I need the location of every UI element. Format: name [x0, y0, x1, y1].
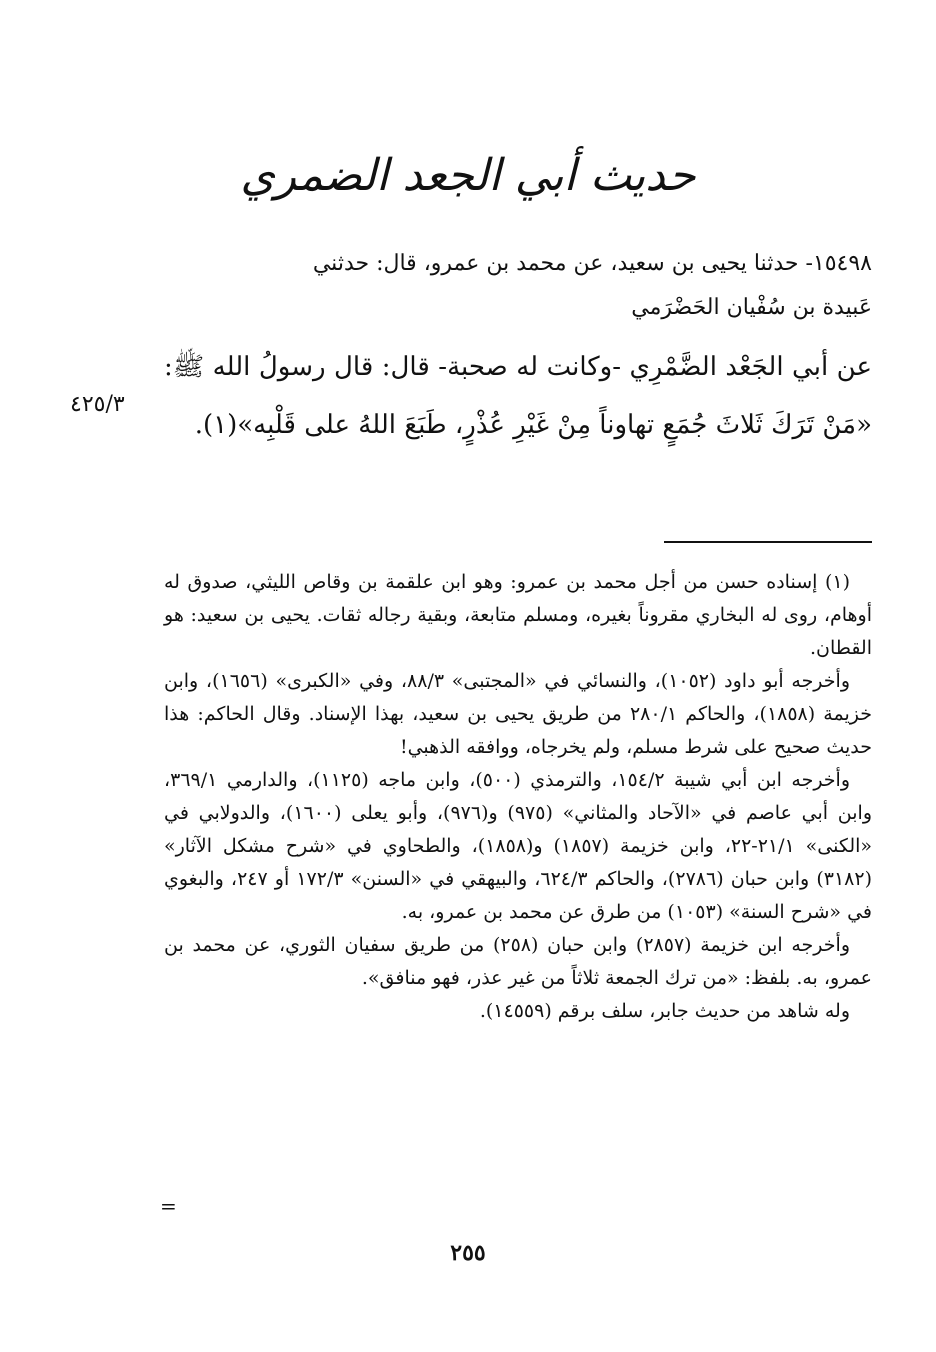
footnote-paragraph: وأخرجه أبو داود (١٠٥٢)، والنسائي في «المجتبى» ٨٨/٣، وفي «الكبرى» (١٦٥٦)، وابن خزيمة (١٨٥٨)، والحاكم ٢٨٠/١ من طريق يحيى بن سعيد، بهذا الإسناد. وقال الحاكم: هذا حديث صحيح على شرط مسلم، ولم يخرجاه، ووافقه الذهبي!	[164, 670, 872, 758]
continuation-mark: =	[160, 1194, 177, 1218]
hadith-chain-line-1: ١٥٤٩٨- حدثنا يحيى بن سعيد، عن محمد بن عمرو، قال: حدثني	[312, 251, 872, 276]
footnote-paragraph: (١) إسناده حسن من أجل محمد بن عمرو: وهو ابن علقمة بن وقاص الليثي، صدوق له أوهام، روى له البخاري مقروناً بغيره، ومسلم متابعة، وبقية رجاله ثقات. يحيى بن سعيد: هو القطان.	[164, 571, 872, 659]
footnote-paragraph: وأخرجه ابن أبي شيبة ١٥٤/٢، والترمذي (٥٠٠)، وابن ماجه (١١٢٥)، والدارمي ٣٦٩/١، وابن أبي عاصم في «الآحاد والمثاني» (٩٧٥) و(٩٧٦)، وأبو يعلى (١٦٠٠)، والدولابي في «الكنى» ٢١/١-٢٢، وابن خزيمة (١٨٥٧) و(١٨٥٨)، والطحاوي في «شرح مشكل الآثار» (٣١٨٢) وابن حبان (٢٧٨٦)، والحاكم ٦٢٤/٣، والبيهقي في «السنن» ١٧٢/٣ أو ٢٤٧، والبغوي في «شرح السنة» (١٠٥٣) من طرق عن محمد بن عمرو، به.	[164, 769, 873, 923]
hadith-chain-line-2: عَبيدة بن سُفْيان الحَضْرَمي	[631, 295, 872, 320]
hadith-chain	[164, 242, 872, 330]
margin-reference: ٤٢٥/٣	[70, 392, 125, 417]
footnote-paragraph: وأخرجه ابن خزيمة (٢٨٥٧) وابن حبان (٢٥٨) من طريق سفيان الثوري، عن محمد بن عمرو، به. بلفظ: «من ترك الجمعة ثلاثاً من غير عذر، فهو منافق».	[164, 934, 872, 989]
page-number: ٢٥٥	[450, 1240, 486, 1266]
chapter-heading: حديث أبي الجعد الضمري	[240, 150, 696, 201]
footnote-paragraph: وله شاهد من حديث جابر، سلف برقم (١٤٥٥٩).	[479, 1000, 850, 1022]
footnote-divider	[664, 541, 872, 543]
hadith-text	[164, 338, 872, 454]
hadith-matn: عن أبي الجَعْد الضَّمْرِي -وكانت له صحبة- قال: قال رسولُ الله ﷺ: «مَنْ تَرَكَ ثَلاثَ جُمَعٍ تهاوناً مِنْ غَيْرِ عُذْرٍ، طَبَعَ اللهُ على قَلْبِه»(١).	[164, 352, 872, 440]
footnotes	[164, 566, 872, 1028]
